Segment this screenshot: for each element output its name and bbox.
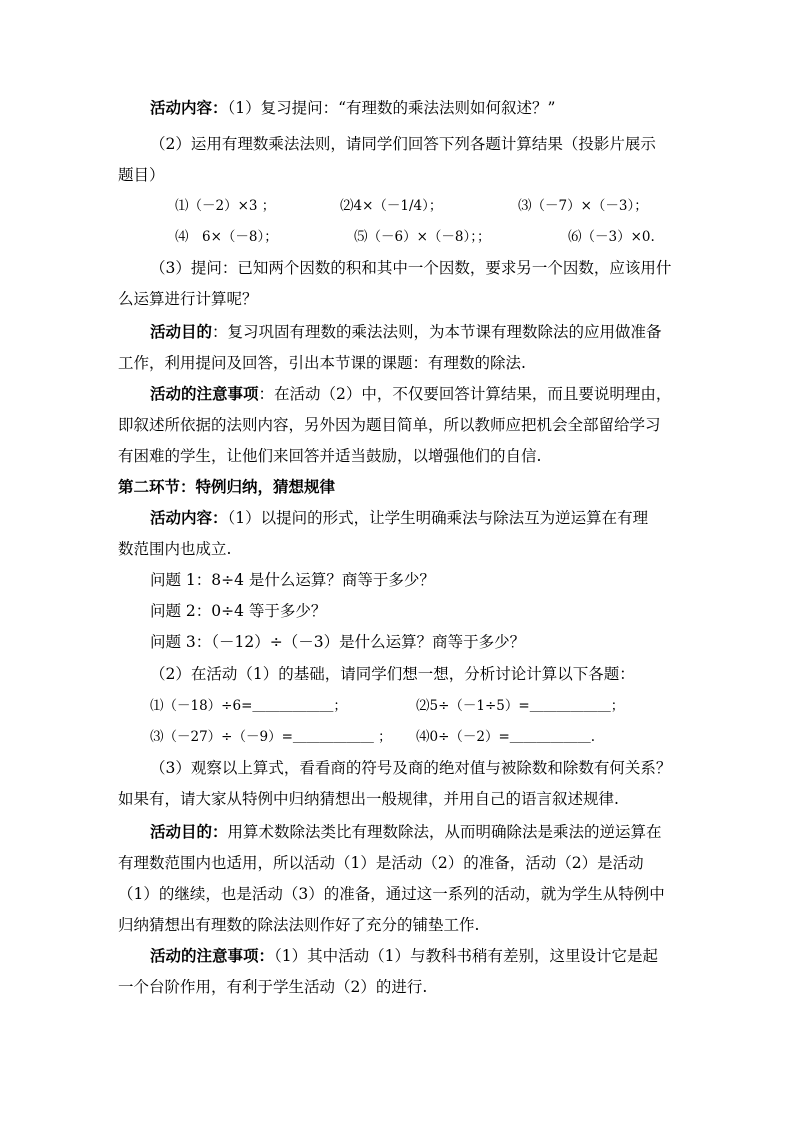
activity-purpose-line1 [150, 322, 662, 342]
activity-notes-label: 活动的注意事项 [150, 385, 259, 403]
activity-content-q2-line1: （2）运用有理数乘法法则，请同学们回答下列各题计算结果（投影片展示 [150, 135, 656, 153]
activity-notes-label: 活动的注意事项： [150, 947, 275, 965]
activity-content-q3-line1: （3）观察以上算式，看看商的符号及商的绝对值与被除数和除数有何关系？ [150, 759, 672, 777]
problem-1: ⑴（－2）×3 ； [175, 198, 276, 214]
activity-content-label: 活动内容： [150, 509, 228, 527]
exercise-4: ⑷0÷（－2）=＿＿＿＿＿＿. [416, 729, 596, 745]
question-1: 问题 1：8÷4 是什么运算？商等于多少？ [150, 571, 435, 589]
activity-purpose-line2: 工作，利用提问及回答，引出本节课的课题：有理数的除法. [118, 354, 526, 372]
activity-content-q3-line2: 么运算进行计算呢？ [118, 290, 258, 308]
activity-purpose-label: 活动目的： [150, 823, 228, 841]
exercise-1: ⑴（－18）÷6=＿＿＿＿＿＿； [150, 698, 347, 714]
activity-content-q3-line2: 如果有，请大家从特例中归纳猜想出一般规律，并用自己的语言叙述规律. [118, 790, 619, 808]
activity-notes-line3: 有困难的学生，让他们来回答并适当鼓励，以增强他们的自信. [118, 447, 542, 465]
activity-purpose-line2: 有理数范围内也适用，所以活动（1）是活动（2）的准备，活动（2）是活动 [118, 854, 644, 872]
activity-notes-line1 [150, 946, 658, 966]
activity-purpose-line3: （1）的继续，也是活动（3）的准备，通过这一系列的活动，就为学生从特例中 [118, 885, 665, 903]
problem-4: ⑷ 6×（－8）； [175, 229, 278, 245]
activity-content-q2: （2）在活动（1）的基础，请同学们想一想，分析讨论计算以下各题： [150, 665, 635, 683]
activity-content-q1-line2: 数范围内也成立. [118, 540, 232, 558]
activity-purpose-line1 [150, 822, 662, 842]
activity-purpose-text: ：复习巩固有理数的乘法法则，为本节课有理数除法的应用做准备 [212, 323, 662, 341]
activity-content-q1-text: （1）以提问的形式，让学生明确乘法与除法互为逆运算在有理 [227, 509, 649, 527]
activity-notes-text: （1）其中活动（1）与教科书稍有差别，这里设计它是起 [274, 947, 658, 965]
exercise-2: ⑵5÷（－1÷5）=＿＿＿＿＿＿； [416, 698, 625, 714]
activity-content-label: 活动内容： [150, 99, 228, 117]
activity-notes-text: ：在活动（2）中，不仅要回答计算结果，而且要说明理由， [258, 385, 672, 403]
question-2: 问题 2：0÷4 等于多少？ [150, 602, 327, 620]
activity-notes-line1 [150, 384, 671, 404]
activity-content-line [150, 98, 555, 118]
activity-purpose-text: 用算术数除法类比有理数除法，从而明确除法是乘法的逆运算在 [227, 823, 662, 841]
problem-6: ⑹（－3）×0. [568, 229, 655, 245]
exercise-3: ⑶（－27）÷（－9）=＿＿＿＿＿＿ ； [150, 729, 392, 745]
activity-content-q3-line1: （3）提问：已知两个因数的积和其中一个因数，要求另一个因数，应该用什 [150, 259, 672, 277]
activity-content-q2-line2: 题目） [118, 166, 165, 184]
activity-content-line [150, 508, 648, 528]
activity-notes-line2: 一个台阶作用，有利于学生活动（2）的进行. [118, 978, 428, 996]
section-heading: 第二环节：特例归纳，猜想规律 [118, 478, 336, 496]
activity-notes-line2: 即叙述所依据的法则内容，另外因为题目简单，所以教师应把机会全部留给学习 [118, 416, 661, 434]
activity-content-q1: （1）复习提问：“有理数的乘法法则如何叙述？” [227, 99, 556, 117]
activity-purpose-line4: 归纳猜想出有理数的除法法则作好了充分的铺垫工作. [118, 916, 480, 934]
problem-3: ⑶（－7）×（－3）； [518, 198, 648, 214]
problem-2: ⑵4×（－1/4）； [340, 198, 443, 214]
problem-5: ⑸（－6）×（－8）；； [354, 229, 491, 245]
question-3: 问题 3：（－12）÷（－3）是什么运算？商等于多少？ [150, 633, 526, 651]
activity-purpose-label: 活动目的 [150, 323, 213, 341]
